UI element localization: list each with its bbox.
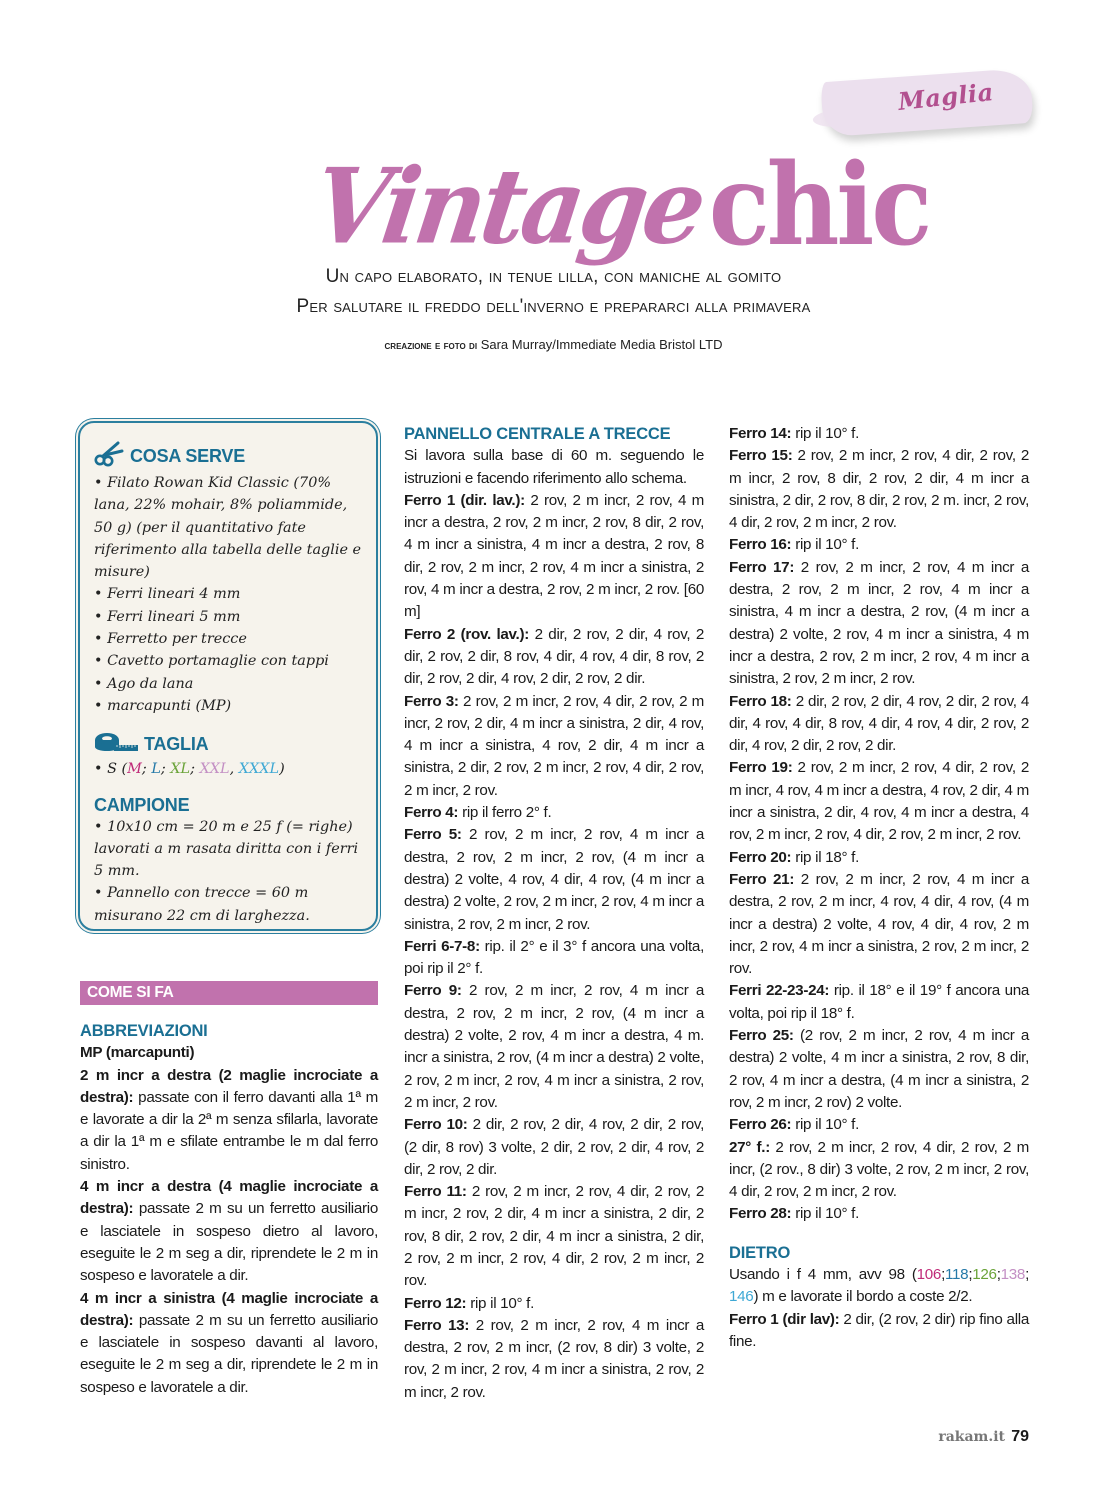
row-instruction xyxy=(729,1137,1029,1204)
row-label: Ferro 13: xyxy=(404,1316,470,1334)
abbreviation-term: MP (marcapunti) xyxy=(80,1044,195,1062)
abbreviation-text: passate 2 m su un ferretto ausiliario e lasciatele in sospeso davanti al lavoro, eseguite le 2 m seg a dir, riprendete le 2 m in sospeso e lavoratele a dir. xyxy=(80,1311,378,1396)
abbreviation-term: 2 m incr a destra (2 maglie incrociate a destra): xyxy=(80,1066,378,1106)
row-instruction xyxy=(729,691,1029,758)
gauge-heading xyxy=(94,795,364,816)
size-xxl: XXL xyxy=(199,761,230,778)
materials-item: • marcapunti (MP) xyxy=(94,697,232,714)
row-label: Ferro 25: xyxy=(729,1027,794,1045)
row-instruction xyxy=(729,557,1029,691)
row-label: 27° f.: xyxy=(729,1138,770,1156)
row-text: 2 dir, 2 rov, 2 dir, 4 rov, 2 dir, 2 rov, 4 dir, 4 rov, 4 dir, 8 rov, 4 dir, 4 rov, 4 dir, 2 rov, 2 dir, 4 rov, 2 dir, 2 rov, 2 dir. xyxy=(729,692,1029,755)
credits-label: creazione e foto di xyxy=(384,338,478,352)
size-separator: ; xyxy=(190,761,200,778)
gauge-list xyxy=(94,816,364,927)
stitch-count-xxxl: 146 xyxy=(729,1288,754,1306)
row-instruction xyxy=(404,980,704,1114)
row-instruction xyxy=(729,980,1029,1025)
row-text: rip. il 18° e il 19° f ancora una volta, poi rip il 18° f. xyxy=(729,982,1030,1022)
row-instruction xyxy=(404,490,704,624)
row-label: Ferri 6-7-8: xyxy=(404,937,480,955)
gauge-title: CAMPIONE xyxy=(94,794,190,815)
row-text: rip il 10° f. xyxy=(791,425,860,442)
row-label: Ferro 26: xyxy=(729,1116,792,1134)
row-instruction xyxy=(404,936,704,981)
size-separator: ; xyxy=(141,761,152,778)
size-suffix: ) xyxy=(279,761,285,778)
abbreviation-entry xyxy=(80,1042,378,1064)
row-label: Ferri 22-23-24: xyxy=(729,982,830,1000)
continued-column xyxy=(729,423,1029,1353)
row-text: 2 dir, (2 rov, 2 dir) rip fino alla fine. xyxy=(729,1310,1029,1350)
materials-list xyxy=(94,472,364,717)
row-label: Ferro 19: xyxy=(729,759,793,777)
size-list xyxy=(94,758,364,780)
abbreviation-term: 4 m incr a destra (4 maglie incrociate a destra): xyxy=(80,1178,378,1218)
row-text: 2 rov, 2 m incr, 2 rov, 4 dir, 2 rov, 2 m incr, 2 rov, 8 dir, 2 rov, 2 dir, 4 m incr a sinistra, 2 dir, 2 rov, 8 dir, 2 rov, 2 m. incr, 2 rov, 4 dir, 2 rov, 2 m incr, 2 rov. xyxy=(729,447,1029,532)
size-l: L xyxy=(151,761,161,778)
materials-item: • Ago da lana xyxy=(94,675,194,692)
row-label: Ferro 11: xyxy=(404,1183,467,1201)
row-text: 2 rov, 2 m incr, 2 rov, 4 m incr a destra, 2 rov, 2 m incr, 2 rov, 8 dir, 2 rov, 4 m incr a sinistra, 4 m incr a destra, 2 rov, 8 dir, 2 rov, 2 m incr, 2 rov, 4 m incr a sinistra, 2 rov, 4 m incr a destra, 2 rov, 2 m incr, 2 rov. [60 m] xyxy=(404,491,704,621)
back-title: DIETRO xyxy=(729,1243,791,1262)
row-text: 2 dir, 2 rov, 2 dir, 4 rov, 2 dir, 2 rov, 2 dir, 8 rov, 4 dir, 4 rov, 4 dir, 8 rov, 2 dir, 2 rov, 2 dir, 4 rov, 2 dir, 2 rov, 2 dir. xyxy=(404,625,705,688)
row-instruction xyxy=(404,802,704,824)
category-tag: Maglia xyxy=(896,77,995,116)
stitch-count-m: 106 xyxy=(916,1265,942,1283)
abbreviation-entry xyxy=(80,1176,378,1287)
row-text: 2 rov, 2 m incr, 2 rov, 4 m incr a destra, 2 rov, 2 m incr, 2 rov, (4 m incr a destra) 2 volte, 2 rov, 4 m incr a destra, 4 m. incr a sinistra, 2 rov, (4 m incr a destra) 2 volte, 2 rov, 2 m incr, 2 rov, 4 m incr a sinistra, 2 rov, 2 m incr, 2 rov. xyxy=(404,982,704,1111)
row-text: rip il 10° f. xyxy=(466,1294,535,1312)
how-to-bar: COME SI FA xyxy=(80,981,378,1005)
row-text: 2 rov, 2 m incr, 2 rov, 4 m incr a destra, 2 rov, 2 m incr, 2 rov, 4 m incr a sinistra, 4 m incr a destra, 2 rov, (4 m incr a destra) 2 volte, 2 rov, 4 m incr a sinistra, 4 m incr a destra, 2 rov, 2 m incr, 2 rov, 4 m incr a sinistra, 2 rov, 2 m incr, 2 rov. xyxy=(729,558,1029,688)
materials-item: • Ferri lineari 5 mm xyxy=(94,608,241,625)
central-panel-intro: Si lavora sulla base di 60 m. seguendo le istruzioni e facendo riferimento allo schema. xyxy=(404,447,704,487)
row-label: Ferro 4: xyxy=(404,804,459,822)
row-instruction xyxy=(729,757,1029,846)
stitch-count-l: 118 xyxy=(945,1265,969,1283)
row-instruction xyxy=(729,1203,1029,1225)
row-label: Ferro 9: xyxy=(404,982,462,1000)
row-text: 2 dir, 2 rov, 2 dir, 4 rov, 2 dir, 2 rov, (2 dir, 8 rov) 3 volte, 2 dir, 2 rov, 2 dir, 4 rov, 2 dir, 2 rov, 2 dir. xyxy=(404,1116,704,1178)
size-separator: ; xyxy=(160,761,171,778)
row-label: Ferro 20: xyxy=(729,848,792,866)
stitch-count-xl: 126 xyxy=(972,1265,997,1283)
row-label: Ferro 16: xyxy=(729,536,792,554)
row-instruction xyxy=(404,691,704,802)
subtitle-line-1: Un capo elaborato, in tenue lilla, con maniche al gomito xyxy=(325,266,782,287)
row-label: Ferro 12: xyxy=(404,1294,467,1312)
row-text: 2 rov, 2 m incr, 2 rov, 4 dir, 2 rov, 2 m incr, 4 rov, 4 m incr a destra, 4 rov, 2 dir, 4 m incr a sinistra, 2 dir, 4 rov, 4 m incr a destra, 4 rov, 2 m incr, 2 rov, 4 dir, 2 rov, 2 m incr, 2 rov. xyxy=(729,759,1029,844)
gauge-item: • Pannello con trecce = 60 m misurano 22 cm di larghezza. xyxy=(94,885,310,924)
materials-heading xyxy=(94,441,364,472)
row-instruction xyxy=(729,869,1029,980)
row-instruction xyxy=(729,423,1029,445)
row-instruction xyxy=(729,445,1029,534)
back-intro-text: Usando i f 4 mm, avv 98 ( xyxy=(729,1265,917,1283)
row-instruction xyxy=(404,1315,704,1404)
row-text: 2 rov, 2 m incr, 2 rov, 4 m incr a destra, 2 rov, 2 m incr, (2 rov, 8 dir) 3 volte, 2 rov, 2 m incr, 2 rov, 4 m incr a sinistra, 2 rov, 2 m incr, 2 rov. xyxy=(404,1316,704,1401)
materials-item: • Filato Rowan Kid Classic (70% lana, 22% mohair, 8% poliammide, 50 g) (per il quantitativo fate riferimento alla tabella delle taglie e misure) xyxy=(94,475,362,581)
page-footer xyxy=(938,1428,1029,1446)
abbreviation-term: 4 m incr a sinistra (4 maglie incrociate a destra): xyxy=(80,1289,378,1329)
size-title: TAGLIA xyxy=(144,734,209,755)
scissors-icon xyxy=(94,441,124,472)
credits-value: Sara Murray/Immediate Media Bristol LTD xyxy=(480,337,723,352)
row-instruction xyxy=(729,1025,1029,1114)
row-label: Ferro 1 (dir. lav.): xyxy=(404,491,525,509)
row-instruction xyxy=(404,1114,704,1181)
tape-measure-icon xyxy=(94,731,138,758)
page-number: 79 xyxy=(1011,1428,1029,1445)
row-label: Ferro 14: xyxy=(729,425,792,442)
abbreviation-text: passate con il ferro davanti alla 1ª m e lavorate a dir la 2ª m senza sfilarla, lavorate a dir la 1ª m e sfilate entrambe le m dal ferro sinistro. xyxy=(80,1088,378,1173)
central-panel-title: PANNELLO CENTRALE A TRECCE xyxy=(404,425,671,443)
back-intro-text: ) m e lavorate il bordo a coste 2/2. xyxy=(753,1288,973,1306)
size-heading xyxy=(94,731,364,758)
row-instruction xyxy=(729,1114,1029,1136)
size-xl: XL xyxy=(170,761,191,778)
row-label: Ferro 1 (dir lav): xyxy=(729,1310,840,1328)
title-bold-word: chic xyxy=(708,138,930,272)
row-instruction xyxy=(404,824,704,935)
subtitle xyxy=(0,262,1107,322)
row-label: Ferro 10: xyxy=(404,1116,468,1134)
row-instruction xyxy=(404,1181,704,1292)
row-label: Ferro 5: xyxy=(404,826,462,844)
size-xxxl: XXXL xyxy=(238,761,280,778)
row-label: Ferro 2 (rov. lav.): xyxy=(404,625,529,643)
materials-box xyxy=(78,421,378,931)
row-label: Ferro 18: xyxy=(729,692,792,710)
row-text: 2 rov, 2 m incr, 2 rov, 4 dir, 2 rov, 2 m incr, 2 rov, 2 dir, 4 m incr a sinistra, 2 dir, 2 rov, 8 dir, 2 rov, 2 dir, 4 m incr a sinistra, 2 dir, 2 rov, 2 m incr, 2 rov, 4 dir, 2 rov, 2 m incr, 2 rov. xyxy=(404,1183,704,1290)
row-text: rip il 18° f. xyxy=(791,848,860,866)
page-title xyxy=(306,95,930,272)
abbreviation-text: passate 2 m su un ferretto ausiliario e lasciatele in sospeso dietro al lavoro, eseguite le 2 m seg a dir, riprendete le 2 m in sospeso e lavoratele a dir. xyxy=(80,1200,378,1285)
row-instruction xyxy=(404,624,704,691)
row-label: Ferro 15: xyxy=(729,447,793,465)
row-text: rip il 10° f. xyxy=(791,536,860,554)
row-instruction xyxy=(729,847,1029,869)
credits xyxy=(0,337,1107,352)
row-text: 2 rov, 2 m incr, 2 rov, 4 dir, 2 rov, 2 m incr, (2 rov., 8 dir) 3 volte, 2 rov, 2 m incr, 2 rov, 4 dir, 2 rov, 2 m incr, 2 rov. xyxy=(729,1138,1029,1201)
size-prefix: • S ( xyxy=(94,761,128,778)
site-name: rakam.it xyxy=(938,1429,1006,1445)
row-instruction xyxy=(729,534,1029,556)
row-instruction xyxy=(404,1293,704,1315)
stitch-count-xxl: 138 xyxy=(1000,1265,1026,1283)
abbreviation-entry xyxy=(80,1288,378,1399)
row-text: rip il 10° f. xyxy=(791,1205,860,1223)
abbreviations-title: ABBREVIAZIONI xyxy=(80,1022,208,1040)
materials-item: • Cavetto portamaglie con tappi xyxy=(94,653,329,670)
title-script-word: Vintage xyxy=(306,145,710,268)
row-text: 2 rov, 2 m incr, 2 rov, 4 dir, 2 rov, 2 m incr, 2 rov, 2 dir, 4 m incr a sinistra, 2 dir, 4 rov, 4 m incr a sinistra, 4 rov, 2 dir, 4 m incr a sinistra, 2 dir, 2 rov, 2 m incr, 2 rov, 4 dir, 2 rov, 2 m incr, 2 rov. xyxy=(404,692,704,799)
central-panel-column xyxy=(404,423,704,1404)
row-text: (2 rov, 2 m incr, 2 rov, 4 m incr a destra) 2 volte, 4 m incr a sinistra, 2 rov, 8 dir, 2 rov, 4 m incr a destra, (4 m incr a sinistra, 2 rov, 2 m incr, 2 rov) 2 volte. xyxy=(729,1027,1029,1111)
materials-item: • Ferretto per trecce xyxy=(94,631,247,648)
abbreviations-column xyxy=(80,1020,378,1399)
subtitle-line-2: Per salutare il freddo dell'inverno e prepararci alla primavera xyxy=(296,296,811,317)
materials-title: COSA SERVE xyxy=(130,446,246,466)
row-text: rip il 10° f. xyxy=(791,1116,860,1134)
row-text: 2 rov, 2 m incr, 2 rov, 4 m incr a destra, 2 rov, 2 m incr, 2 rov, (4 m incr a destra) 2 volte, 4 rov, 4 dir, 4 rov, (4 m incr a destra) 2 volte, 2 rov, 2 m incr, 2 rov, 4 m incr a sinistra, 2 rov, 2 m incr, 2 rov. xyxy=(404,826,704,933)
row-instruction xyxy=(729,1309,1029,1354)
size-m: M xyxy=(127,761,142,778)
row-label: Ferro 17: xyxy=(729,558,795,576)
materials-item: • Ferri lineari 4 mm xyxy=(94,586,241,603)
back-intro: Usando i f 4 mm, avv 98 (106;118;126;138; 146) m e lavorate il bordo a coste 2/2. xyxy=(729,1265,1029,1306)
size-separator: , xyxy=(229,761,239,778)
row-label: Ferro 28: xyxy=(729,1205,792,1223)
row-text: rip il ferro 2° f. xyxy=(458,804,552,822)
row-label: Ferro 21: xyxy=(729,870,795,888)
abbreviation-entry xyxy=(80,1065,378,1176)
row-label: Ferro 3: xyxy=(404,692,459,710)
row-text: rip. il 2° e il 3° f ancora una volta, poi rip il 2° f. xyxy=(404,937,704,978)
row-text: 2 rov, 2 m incr, 2 rov, 4 m incr a destra, 2 rov, 2 m incr, 4 rov, 4 dir, 4 rov, (4 m incr a destra) 2 volte, 4 rov, 4 dir, 4 rov, 2 m incr, 2 rov, 4 m incr a sinistra, 2 rov, 2 m incr, 2 rov. xyxy=(729,870,1029,978)
gauge-item: • 10x10 cm = 20 m e 25 f (= righe) lavorati a m rasata diritta con i ferri 5 mm. xyxy=(94,818,359,880)
